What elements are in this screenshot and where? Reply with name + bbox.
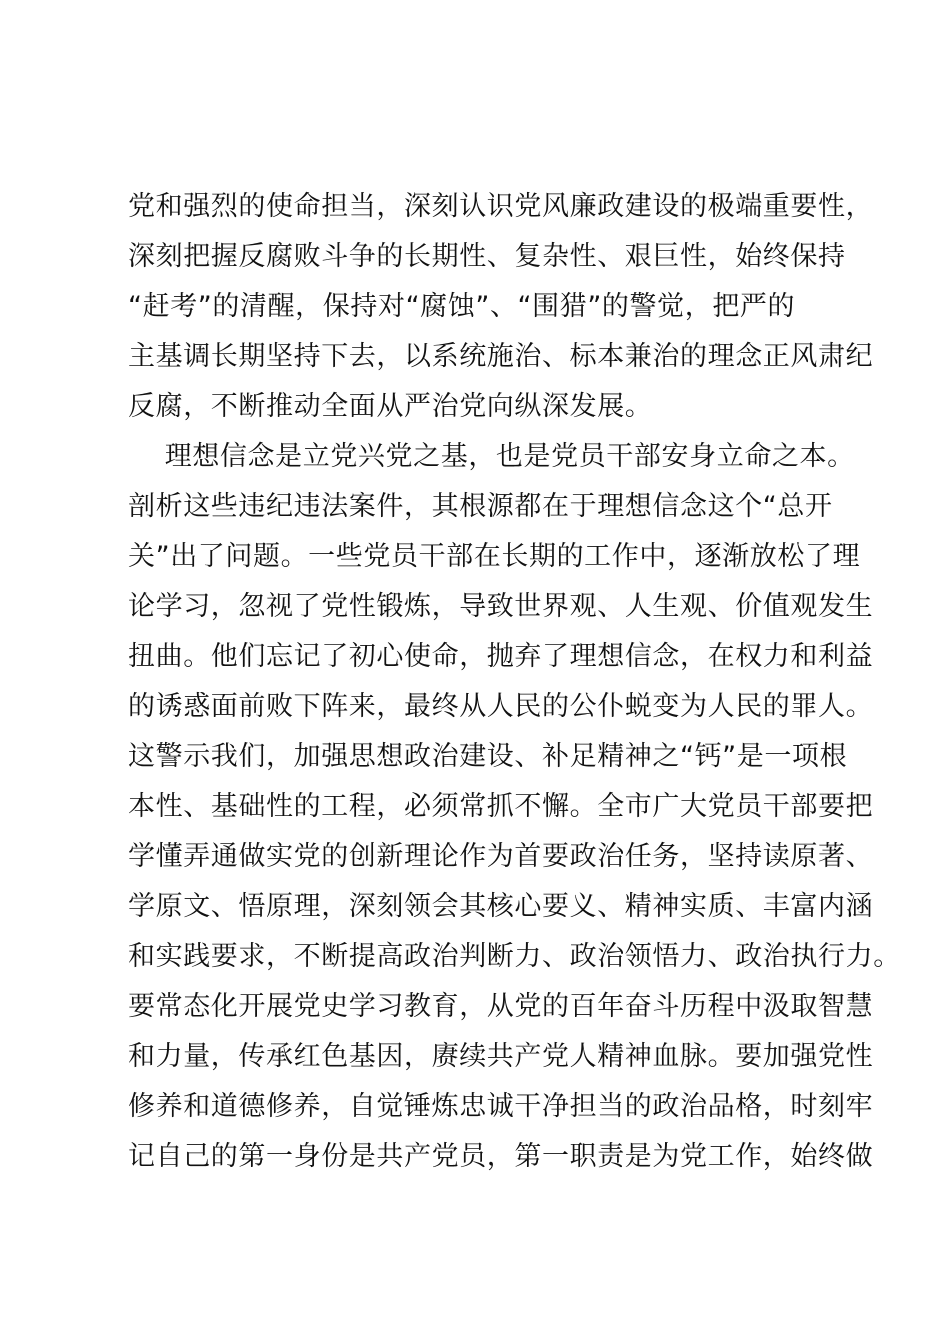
text-line-16: 和实践要求，不断提高政治判断力、政治领悟力、政治执行力。: [128, 941, 901, 972]
text-line-7: 剖析这些违纪违法案件，其根源都在于理想信念这个“总开: [128, 491, 833, 522]
text-line-1: 党和强烈的使命担当，深刻认识党风廉政建设的极端重要性，: [128, 191, 874, 222]
text-line-11: 的诱惑面前败下阵来，最终从人民的公仆蜕变为人民的罪人。: [128, 691, 874, 722]
text-line-10: 扭曲。他们忘记了初心使命，抛弃了理想信念，在权力和利益: [128, 641, 874, 672]
text-line-9: 论学习，忽视了党性锻炼，导致世界观、人生观、价值观发生: [128, 591, 874, 622]
text-line-20: 记自己的第一身份是共产党员，第一职责是为党工作，始终做: [128, 1141, 874, 1172]
text-line-3: “赶考”的清醒，保持对“腐蚀”、“围猎”的警觉，把严的: [128, 291, 796, 322]
body-text: [128, 182, 901, 1182]
text-line-8: 关”出了问题。一些党员干部在长期的工作中，逐渐放松了理: [128, 541, 861, 572]
text-line-13: 本性、基础性的工程，必须常抓不懈。全市广大党员干部要把: [128, 791, 874, 822]
text-line-15: 学原文、悟原理，深刻领会其核心要义、精神实质、丰富内涵: [128, 891, 874, 922]
text-line-14: 学懂弄通做实党的创新理论作为首要政治任务，坚持读原著、: [128, 841, 874, 872]
text-line-5: 反腐，不断推动全面从严治党向纵深发展。: [128, 391, 653, 422]
text-line-12: 这警示我们，加强思想政治建设、补足精神之“钙”是一项根: [128, 741, 848, 772]
text-line-18: 和力量，传承红色基因，赓续共产党人精神血脉。要加强党性: [128, 1041, 874, 1072]
text-line-17: 要常态化开展党史学习教育，从党的百年奋斗历程中汲取智慧: [128, 991, 874, 1022]
text-line-6: 理想信念是立党兴党之基，也是党员干部安身立命之本。: [128, 441, 855, 472]
text-line-2: 深刻把握反腐败斗争的长期性、复杂性、艰巨性，始终保持: [128, 241, 846, 272]
text-line-19: 修养和道德修养，自觉锤炼忠诚干净担当的政治品格，时刻牢: [128, 1091, 874, 1122]
text-line-4: 主基调长期坚持下去，以系统施治、标本兼治的理念正风肃纪: [128, 341, 874, 372]
